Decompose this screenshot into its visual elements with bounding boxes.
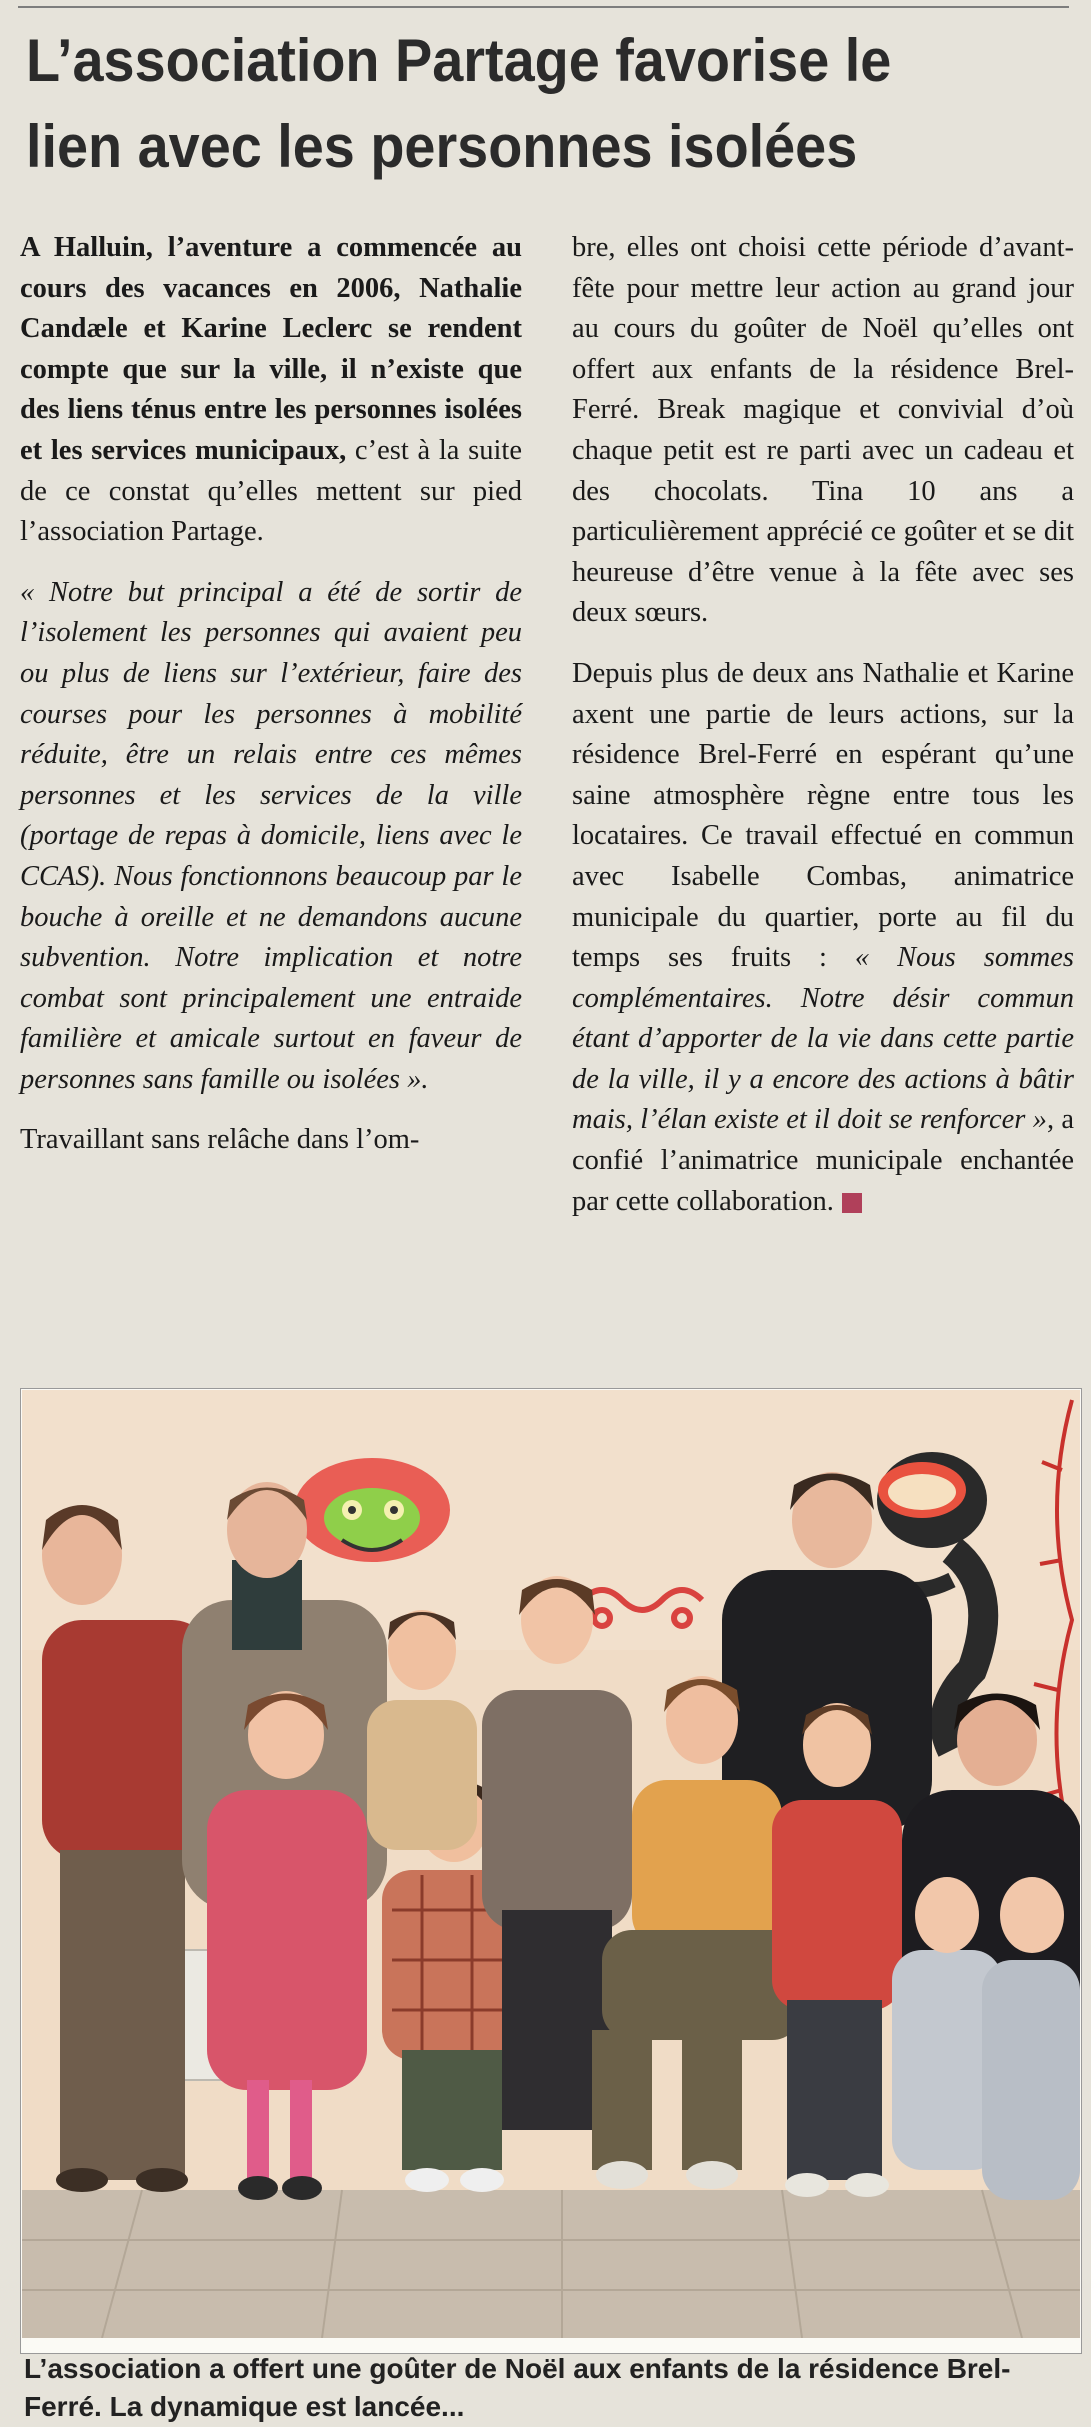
continuation-line: Travaillant sans relâche dans l’om- — [20, 1124, 420, 1156]
lead-bold-text: A Halluin, l’aventure a commencée au cours des vacances en 2006, Nathalie Candæle et Karine Leclerc se rendent compte que sur la ville, il n’existe que des liens ténus entre les personnes isolées et les services municipaux, — [20, 232, 522, 466]
headline: L’association Partage favorise le lien avec les personnes isolées — [26, 27, 892, 180]
para2-start: Depuis plus de deux ans Nathalie et Karine axent une partie de leurs actions, sur la résidence Brel-Ferré en espérant qu’une saine atmosphère règne entre tous les locataires. Ce travail effectué en commun avec Isabelle Combas, animatrice municipale du quartier, porte au fil du temps ses fruits : — [572, 657, 1074, 974]
end-of-article-mark — [842, 1193, 862, 1213]
para2-end: , a confié l’animatrice municipale enchantée par cette collaboration. — [572, 1104, 1075, 1217]
group-photo — [22, 1390, 1080, 2338]
para2-quote: « Nous sommes complémentaires. Notre désir commun étant d’apporter de la vie dans cette partie de la ville, il y a encore des actions à bâtir mais, l’élan existe et il doit se renforcer » — [572, 942, 1074, 1136]
floor — [22, 2190, 1080, 2338]
photo-caption: L’association a offert une goûter de Noël aux enfants de la résidence Brel-Ferré. La dynamique est lancée... — [24, 2353, 1011, 2422]
lead-rest-text: c’est à la suite de ce constat qu’elles mettent sur pied l’association Partage. — [20, 434, 522, 548]
wall-painting-cat — [294, 1458, 450, 1562]
right-paragraph-1: bre, elles ont choisi cette période d’avant-fête pour mettre leur action au grand jour au cours du goûter de Noël qu’elles ont offert aux enfants de la résidence Brel-Ferré. Break magique et convivial d’où chaque petit est re parti avec un cadeau et des chocolats. Tina 10 ans a particulièrement apprécié ce goûter et se dit heureuse d’être venue à la fête avec ses deux sœurs. — [572, 232, 1074, 629]
quote-paragraph: « Notre but principal a été de sortir de l’isolement les personnes qui avaient peu ou plus de liens sur l’extérieur, faire des courses pour les personnes à mobilité réduite, être un relais entre ces mêmes personnes et les services de la ville (portage de repas à domicile, liens avec le CCAS). Nous fonctionnons beaucoup par le bouche à oreille et ne demandons aucune subvention. Notre implication et notre combat sont principalement une entraide familière et amicale surtout en faveur de personnes sans famille ou isolées ». — [20, 576, 522, 1095]
right-column — [572, 228, 1074, 1242]
lead-paragraph — [20, 228, 522, 553]
right-paragraph-2 — [572, 654, 1074, 1222]
left-column — [20, 228, 522, 1181]
top-rule — [18, 6, 1069, 8]
